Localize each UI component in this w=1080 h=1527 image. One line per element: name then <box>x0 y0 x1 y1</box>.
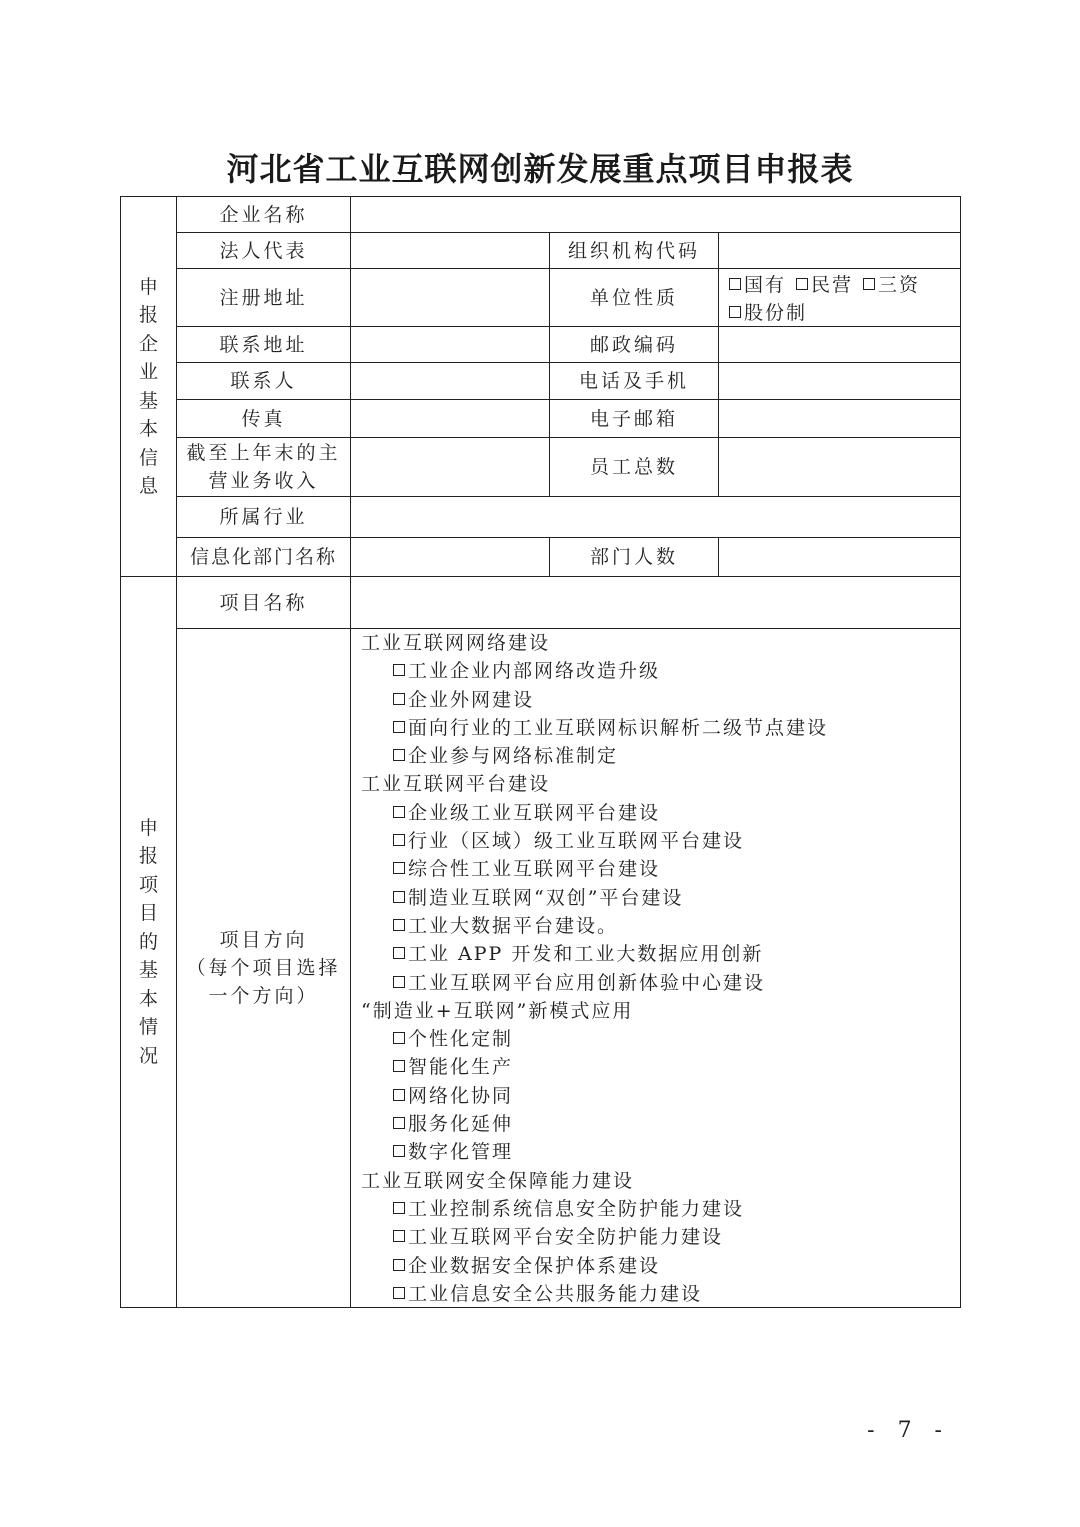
direction-option[interactable] <box>361 912 960 940</box>
checkbox-icon <box>393 919 405 931</box>
ownership-option-private[interactable]: 民营 <box>796 271 853 299</box>
label-project-direction <box>176 628 351 1308</box>
direction-option-label: 网络化协同 <box>408 1084 514 1107</box>
direction-option-label: 工业互联网平台应用创新体验中心建设 <box>408 971 766 994</box>
direction-option-label: 工业企业内部网络改造升级 <box>408 660 661 683</box>
direction-option[interactable] <box>361 799 960 827</box>
checkbox-icon <box>393 1202 405 1214</box>
direction-option-label: 个性化定制 <box>408 1028 514 1051</box>
direction-category: 工业互联网安全保障能力建设 <box>361 1169 635 1192</box>
page-title: 河北省工业互联网创新发展重点项目申报表 <box>226 150 854 188</box>
direction-option-label: 智能化生产 <box>408 1056 514 1079</box>
direction-option-label: 综合性工业互联网平台建设 <box>408 858 661 881</box>
label-contact-person: 联系人 <box>176 362 351 400</box>
label-unit-nature: 单位性质 <box>549 268 719 327</box>
ownership-option-joint-stock[interactable]: 股份制 <box>729 299 807 327</box>
section-label-project <box>120 576 177 1308</box>
checkbox-icon <box>393 1230 405 1242</box>
direction-option-label: 工业互联网平台安全防护能力建设 <box>408 1226 724 1249</box>
checkbox-icon <box>729 278 741 290</box>
label-fax: 传真 <box>176 399 351 438</box>
direction-option[interactable] <box>361 1252 960 1280</box>
direction-option-label: 企业参与网络标准制定 <box>408 745 619 768</box>
org-code-field[interactable] <box>718 232 961 269</box>
checkbox-icon <box>393 1259 405 1271</box>
checkbox-icon <box>393 976 405 988</box>
page-number: - 7 - <box>867 1418 950 1443</box>
direction-option-label: 企业数据安全保护体系建设 <box>408 1254 661 1277</box>
project-direction-note: （每个项目选择一个方向） <box>186 957 341 1007</box>
direction-option[interactable] <box>361 714 960 742</box>
checkbox-icon <box>393 1145 405 1157</box>
direction-option-label: 企业级工业互联网平台建设 <box>408 801 661 824</box>
direction-option[interactable] <box>361 686 960 714</box>
checkbox-icon <box>393 806 405 818</box>
label-org-code: 组织机构代码 <box>549 232 719 269</box>
direction-option[interactable] <box>361 1223 960 1251</box>
checkbox-icon <box>393 834 405 846</box>
label-phone: 电话及手机 <box>549 362 719 400</box>
direction-option[interactable] <box>361 855 960 883</box>
checkbox-icon <box>729 306 741 318</box>
revenue-field[interactable] <box>350 437 550 497</box>
dept-count-field[interactable] <box>718 537 961 577</box>
checkbox-icon <box>393 1287 405 1299</box>
direction-option-label: 数字化管理 <box>408 1141 514 1164</box>
direction-option[interactable] <box>361 742 960 770</box>
direction-option[interactable] <box>361 1110 960 1138</box>
direction-option[interactable] <box>361 884 960 912</box>
label-company-name: 企业名称 <box>176 196 351 233</box>
direction-option-label: 服务化延伸 <box>408 1113 514 1136</box>
label-revenue: 截至上年末的主营业务收入 <box>176 437 351 497</box>
label-dept-count: 部门人数 <box>549 537 719 577</box>
direction-option[interactable] <box>361 1195 960 1223</box>
project-direction-list <box>350 628 961 1308</box>
checkbox-icon <box>393 1117 405 1129</box>
direction-option-label: 制造业互联网“双创”平台建设 <box>408 886 684 909</box>
email-field[interactable] <box>718 399 961 438</box>
direction-category: 工业互联网平台建设 <box>361 773 551 796</box>
employees-field[interactable] <box>718 437 961 497</box>
direction-option[interactable] <box>361 827 960 855</box>
legal-rep-field[interactable] <box>350 232 550 269</box>
direction-option-label: 工业大数据平台建设。 <box>408 914 619 937</box>
direction-category: 工业互联网网络建设 <box>361 632 551 654</box>
section-label-project-text: 申报项目的基本情况 <box>138 816 158 1067</box>
direction-option-label: 面向行业的工业互联网标识解析二级节点建设 <box>408 716 829 739</box>
ownership-option-state[interactable]: 国有 <box>729 271 786 299</box>
section-label-company <box>120 196 177 577</box>
checkbox-icon <box>393 891 405 903</box>
checkbox-icon <box>393 1089 405 1101</box>
checkbox-icon <box>393 1060 405 1072</box>
industry-field[interactable] <box>350 496 961 538</box>
project-direction-title: 项目方向 <box>219 929 308 951</box>
checkbox-icon <box>393 1032 405 1044</box>
postal-code-field[interactable] <box>718 326 961 363</box>
unit-nature-options <box>718 268 961 327</box>
reg-address-field[interactable] <box>350 268 550 327</box>
direction-option[interactable] <box>361 940 960 968</box>
label-project-name: 项目名称 <box>176 576 351 629</box>
direction-option-label: 工业控制系统信息安全防护能力建设 <box>408 1197 745 1220</box>
contact-person-field[interactable] <box>350 362 550 400</box>
label-it-dept: 信息化部门名称 <box>176 537 351 577</box>
direction-option-label: 企业外网建设 <box>408 688 535 711</box>
label-postal-code: 邮政编码 <box>549 326 719 363</box>
it-dept-field[interactable] <box>350 537 550 577</box>
checkbox-icon <box>393 749 405 761</box>
fax-field[interactable] <box>350 399 550 438</box>
phone-field[interactable] <box>718 362 961 400</box>
ownership-option-foreign[interactable]: 三资 <box>863 271 920 299</box>
company-name-field[interactable] <box>350 196 961 233</box>
project-name-field[interactable] <box>350 576 961 629</box>
label-email: 电子邮箱 <box>549 399 719 438</box>
direction-option[interactable] <box>361 1082 960 1110</box>
contact-address-field[interactable] <box>350 326 550 363</box>
label-employees: 员工总数 <box>549 437 719 497</box>
direction-option-label: 工业信息安全公共服务能力建设 <box>408 1282 703 1305</box>
checkbox-icon <box>393 693 405 705</box>
direction-option[interactable] <box>361 1280 960 1308</box>
direction-option-label: 工业 APP 开发和工业大数据应用创新 <box>408 943 764 966</box>
direction-option[interactable] <box>361 1053 960 1081</box>
direction-option[interactable] <box>361 1025 960 1053</box>
section-label-company-text: 申报企业基本信息 <box>138 275 158 497</box>
checkbox-icon <box>393 664 405 676</box>
direction-option-label: 行业（区域）级工业互联网平台建设 <box>408 830 745 853</box>
label-contact-address: 联系地址 <box>176 326 351 363</box>
direction-option[interactable] <box>361 657 960 685</box>
checkbox-icon <box>393 862 405 874</box>
label-reg-address: 注册地址 <box>176 268 351 327</box>
label-legal-rep: 法人代表 <box>176 232 351 269</box>
checkbox-icon <box>393 721 405 733</box>
label-industry: 所属行业 <box>176 496 351 538</box>
direction-option[interactable] <box>361 969 960 997</box>
checkbox-icon <box>393 947 405 959</box>
direction-option[interactable] <box>361 1138 960 1166</box>
direction-category: “制造业+互联网”新模式应用 <box>361 999 634 1022</box>
checkbox-icon <box>796 278 808 290</box>
checkbox-icon <box>863 278 875 290</box>
